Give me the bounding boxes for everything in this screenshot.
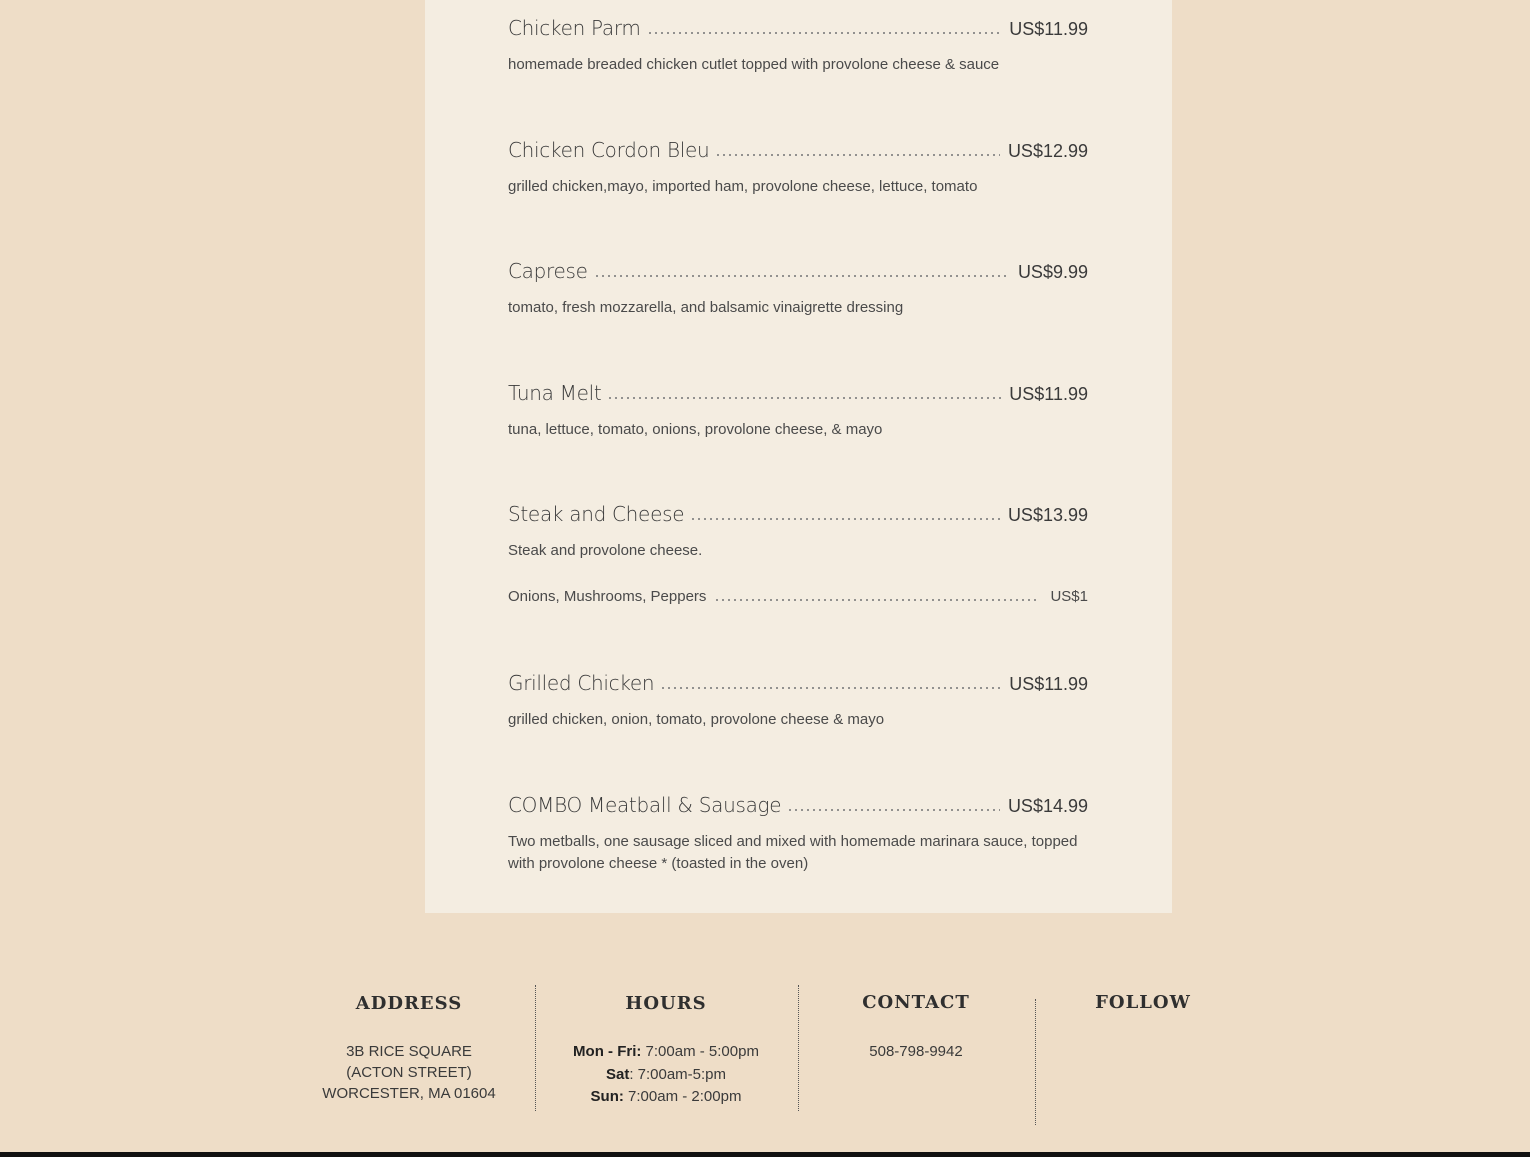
menu-item-name: Chicken Parm bbox=[508, 16, 641, 40]
menu-item-name: Tuna Melt bbox=[508, 381, 602, 405]
hours-row-sun bbox=[556, 1086, 776, 1109]
follow-heading: FOLLOW bbox=[1095, 992, 1191, 1013]
dot-leader bbox=[607, 397, 1001, 399]
menu-item bbox=[508, 8, 1088, 76]
menu-item-description: grilled chicken,mayo, imported ham, provolone cheese, lettuce, tomato bbox=[508, 178, 978, 195]
dot-leader bbox=[594, 275, 1010, 277]
dot-leader bbox=[715, 154, 1000, 156]
menu-item-description: homemade breaded chicken cutlet topped with provolone cheese & sauce bbox=[508, 56, 1000, 73]
footer-divider bbox=[1035, 999, 1036, 1125]
menu-item-name: Caprese bbox=[508, 259, 588, 283]
hours-value: 7:00am - 2:00pm bbox=[623, 1088, 742, 1105]
address-line: (ACTON STREET) bbox=[346, 1064, 472, 1081]
addon-price: US$1 bbox=[1050, 588, 1088, 605]
menu-item-name: COMBO Meatball & Sausage bbox=[508, 793, 782, 817]
dot-leader bbox=[787, 809, 1000, 811]
menu-item-description: Steak and provolone cheese. bbox=[508, 542, 703, 559]
menu-item-price: US$11.99 bbox=[1009, 19, 1088, 39]
dot-leader bbox=[660, 687, 1001, 689]
address-text bbox=[300, 1041, 518, 1104]
address-line: WORCESTER, MA 01604 bbox=[322, 1085, 496, 1102]
hours-label: Sat bbox=[605, 1065, 630, 1083]
menu-item-description: tomato, fresh mozzarella, and balsamic vinaigrette dressing bbox=[508, 299, 904, 316]
menu-item-price: US$14.99 bbox=[1007, 796, 1088, 816]
contact-heading: CONTACT bbox=[862, 992, 970, 1013]
hours-value: : 7:00am-5:pm bbox=[629, 1065, 727, 1083]
address-heading: ADDRESS bbox=[355, 993, 463, 1014]
hours-section bbox=[556, 993, 776, 1109]
dot-leader bbox=[714, 599, 1040, 601]
menu-item-price: US$12.99 bbox=[1007, 141, 1088, 161]
menu-item-description: grilled chicken, onion, tomato, provolone cheese & mayo bbox=[508, 711, 885, 728]
bottom-bar bbox=[0, 1152, 1530, 1157]
hours-row-sat bbox=[556, 1064, 776, 1087]
menu-item-price: US$13.99 bbox=[1007, 505, 1088, 525]
menu-item-price: US$11.99 bbox=[1009, 674, 1088, 694]
menu-item bbox=[508, 251, 1088, 319]
contact-section bbox=[816, 992, 1016, 1062]
dot-leader bbox=[647, 32, 1002, 34]
hours-value: 7:00am - 5:00pm bbox=[641, 1043, 759, 1060]
menu-item-description: Two metballs, one sausage sliced and mixed with homemade marinara sauce, topped with provolone cheese * (toasted in the oven) bbox=[508, 833, 1078, 872]
hours-label: Mon - Fri: bbox=[573, 1043, 642, 1060]
hours-text bbox=[556, 1041, 776, 1109]
hours-row-mon-fri bbox=[556, 1041, 776, 1064]
menu-item bbox=[508, 663, 1088, 731]
menu-item bbox=[508, 785, 1088, 875]
footer-divider bbox=[535, 985, 536, 1111]
footer-divider bbox=[798, 985, 799, 1111]
menu-item-addon bbox=[508, 588, 1088, 605]
address-line: 3B RICE SQUARE bbox=[346, 1043, 472, 1060]
menu-item-name: Chicken Cordon Bleu bbox=[508, 138, 710, 162]
menu-item-name: Steak and Cheese bbox=[508, 502, 685, 526]
menu-item-price: US$9.99 bbox=[1017, 262, 1088, 282]
hours-heading: HOURS bbox=[625, 993, 707, 1014]
dot-leader bbox=[690, 518, 1000, 520]
phone-number[interactable]: 508-798-9942 bbox=[869, 1043, 963, 1060]
menu-item bbox=[508, 373, 1088, 441]
follow-section bbox=[1053, 992, 1233, 1013]
menu-item-description: tuna, lettuce, tomato, onions, provolone cheese, & mayo bbox=[508, 421, 883, 438]
menu-item-name: Grilled Chicken bbox=[508, 671, 655, 695]
menu-item bbox=[508, 494, 1088, 605]
addon-name: Onions, Mushrooms, Peppers bbox=[508, 588, 707, 605]
menu-item bbox=[508, 130, 1088, 198]
address-section bbox=[300, 993, 518, 1104]
menu-item-price: US$11.99 bbox=[1009, 384, 1088, 404]
hours-label: Sun: bbox=[590, 1088, 624, 1105]
